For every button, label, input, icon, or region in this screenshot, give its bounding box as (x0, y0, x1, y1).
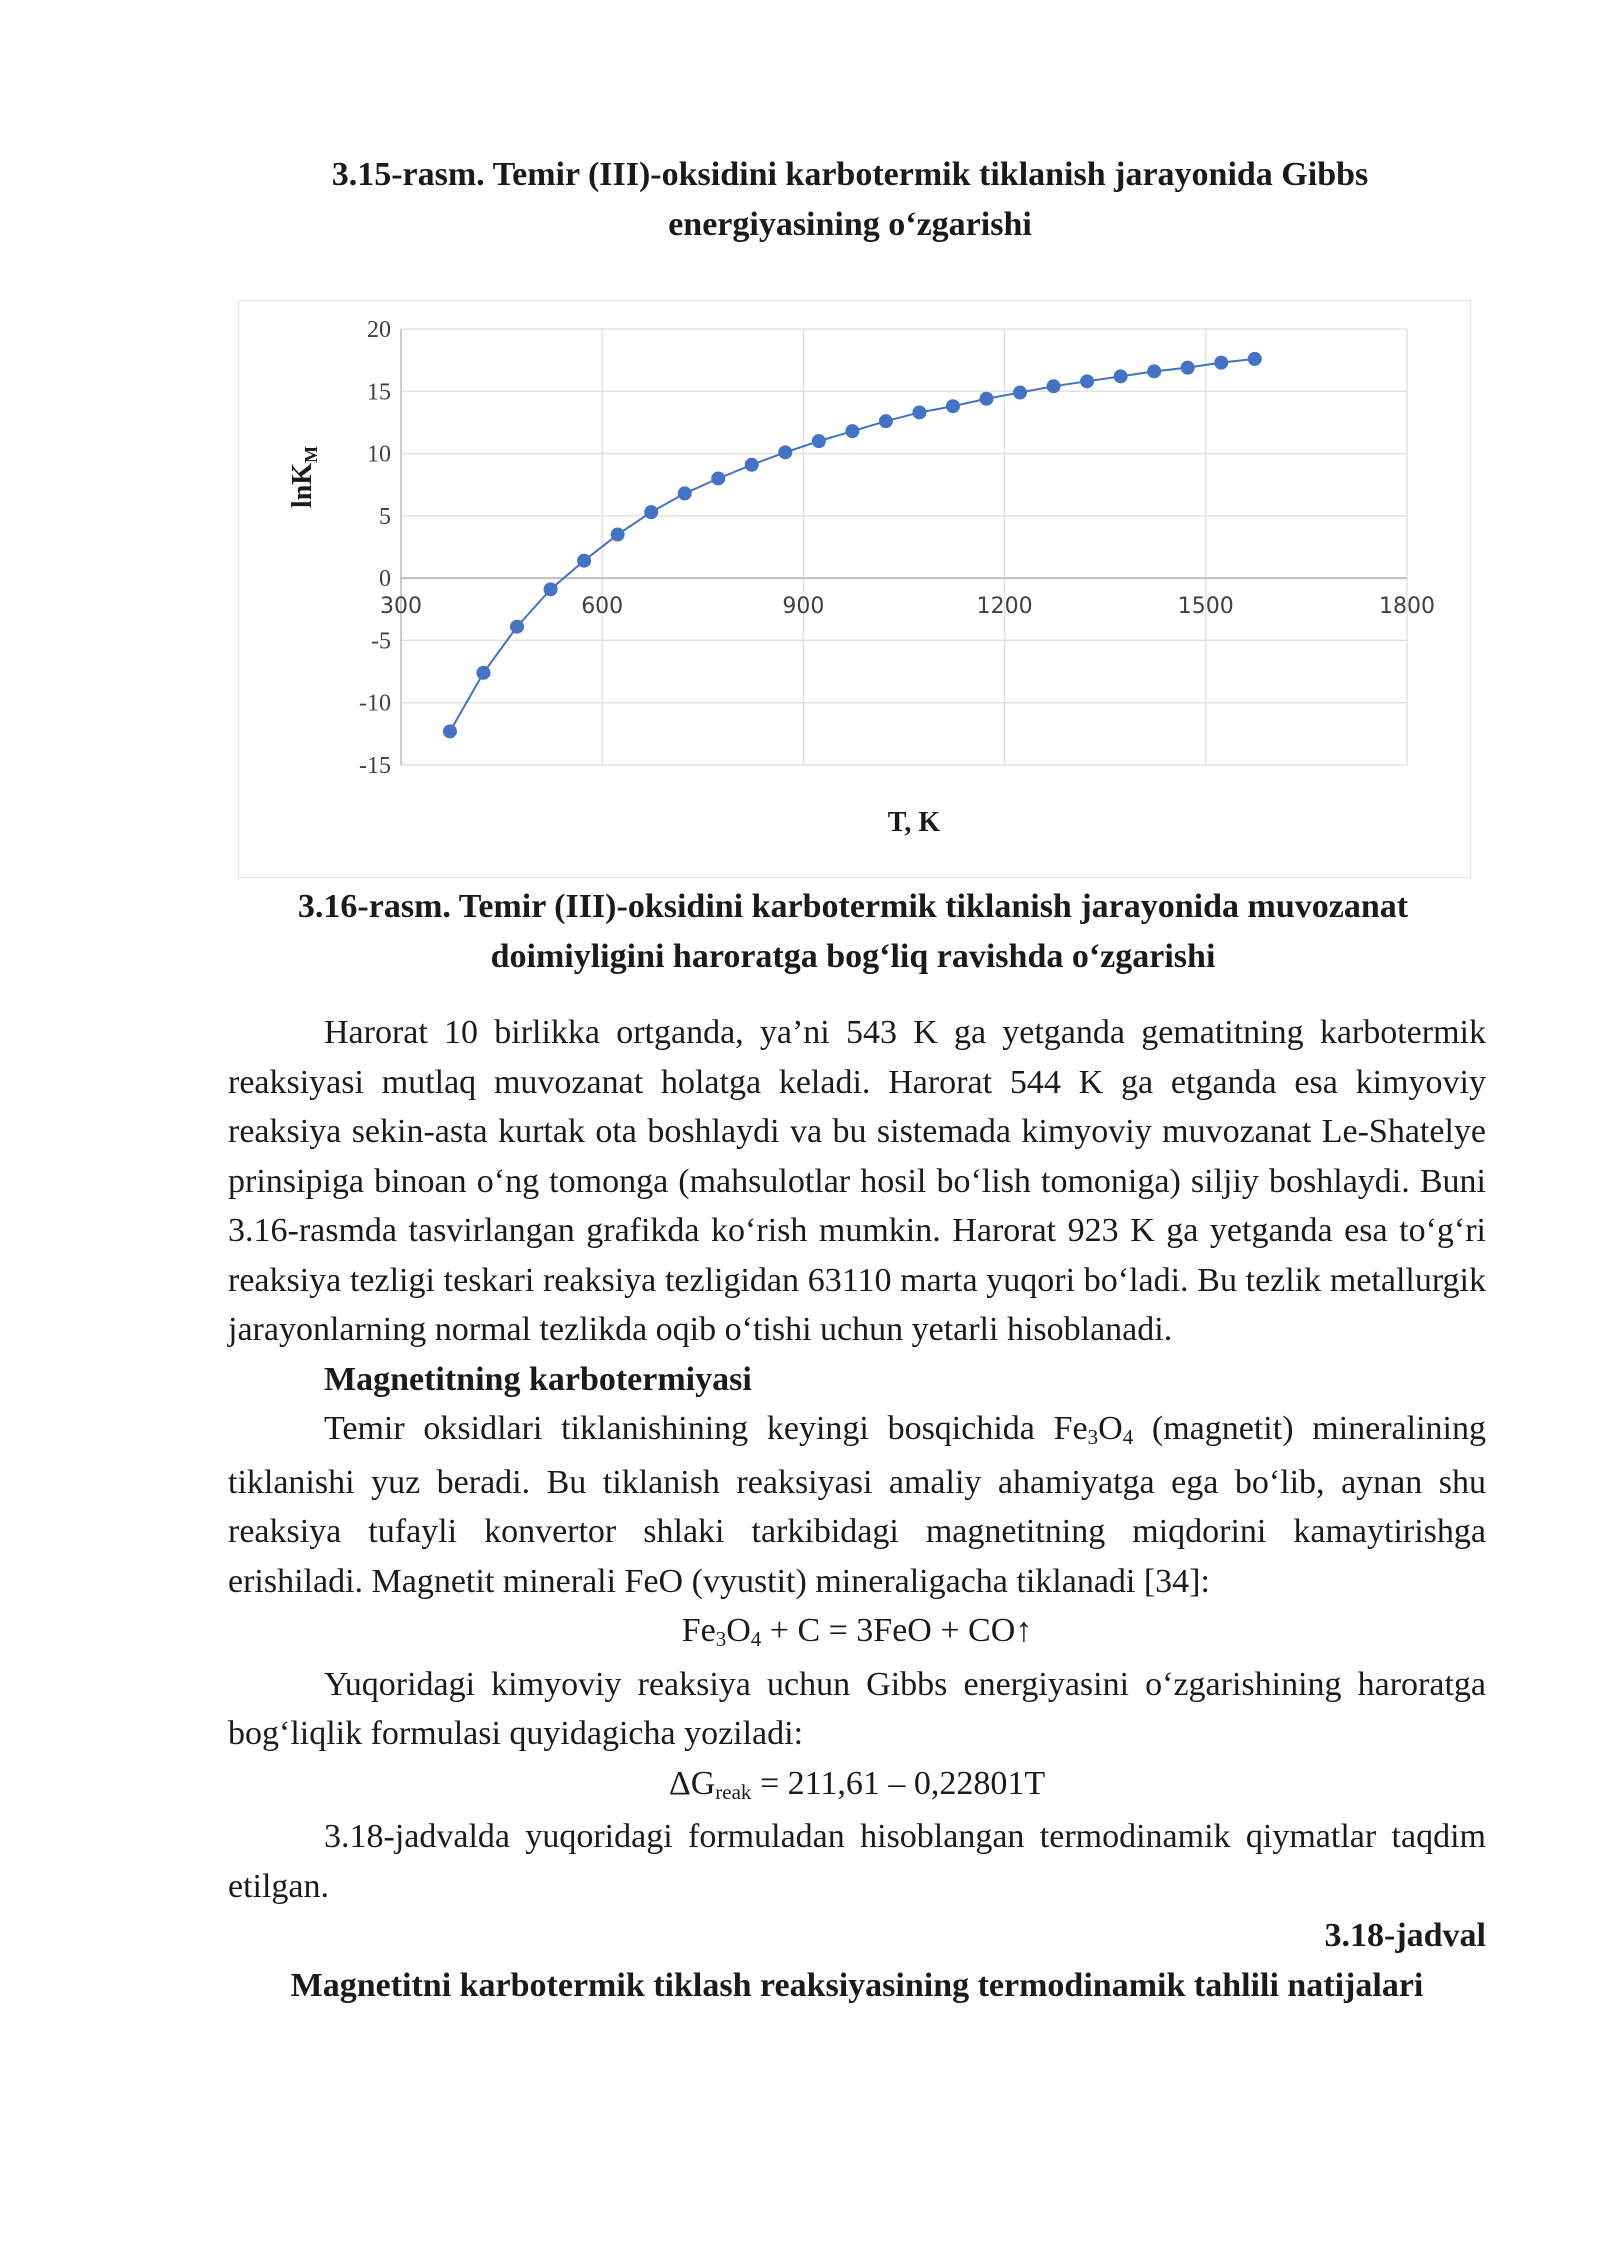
data-point (544, 582, 558, 596)
chart-axes (401, 329, 1407, 765)
x-tick-label: 300 (380, 594, 422, 620)
paragraph-3: Yuqoridagi kimyoviy reaksiya uchun Gibbs energiyasini oʻzgarishining haroratga bogʻliqlik formulasi quyidagicha yoziladi: (228, 1665, 1486, 1752)
paragraph-4: 3.18-jadvalda yuqoridagi formuladan hisoblangan termodinamik qiymatlar taqdim etilgan. (228, 1818, 1486, 1905)
data-point (879, 414, 893, 428)
data-point (1181, 361, 1195, 375)
x-tick-label: 900 (782, 594, 825, 620)
y-tick-label: 10 (367, 441, 391, 468)
y-axis-label-main: lnK (287, 462, 318, 509)
chart-tick-labels (359, 317, 1435, 779)
y-tick-label: -5 (371, 628, 391, 655)
data-point (946, 399, 960, 413)
y-tick-label: -10 (359, 690, 391, 717)
lnk-chart (238, 300, 1471, 878)
y-tick-label: 15 (367, 379, 391, 406)
data-point (1047, 379, 1061, 393)
y-tick-label: -15 (359, 753, 391, 779)
data-point (778, 445, 792, 459)
table-title: Magnetitni karbotermik tiklash reaksiyasining termodinamik tahlili natijalari (290, 1966, 1424, 2004)
equation-gibbs: $\Delta G_{reak} = 211,61 - 0,22801T$ (668, 1764, 1046, 1804)
chart-grid (401, 329, 1407, 765)
data-point (1147, 364, 1161, 378)
data-point (711, 471, 725, 485)
table-label: 3.18-jadval (1324, 1917, 1486, 1954)
x-tick-label: 600 (581, 594, 624, 620)
data-point (745, 458, 759, 472)
y-tick-label: 5 (379, 503, 391, 530)
data-point (678, 486, 692, 500)
data-point (611, 528, 625, 542)
paragraph-2: Temir oksidlari tiklanishining keyingi bosqichida $Fe_3O_4$ (magnetit) mineralining tiklanishi yuz beradi. Bu tiklanish reaksiyasi amaliy ahamiyatga ega boʻlib, aynan shu reaksiya tufayli konvertor shlaki tarkibidagi magnetitning miqdorini kamaytirishga erishiladi. Magnetit minerali FeO (vyustit) mineraligacha tiklanadi [34]: (228, 1410, 1486, 1600)
data-point (979, 392, 993, 406)
data-point (1214, 356, 1228, 370)
data-point (644, 505, 658, 519)
series-line (450, 359, 1255, 731)
data-point (476, 666, 490, 680)
chart-series (443, 352, 1262, 738)
data-point (510, 620, 524, 634)
section-heading: Magnetitning karbotermiyasi (324, 1360, 752, 1398)
data-point (845, 424, 859, 438)
body-text (228, 1008, 1486, 2010)
x-axis-label: T, K (887, 807, 941, 838)
paragraph-1: Harorat 10 birlikka ortganda, ya’ni 543 K ga yetganda gematitning karbotermik reaksiyasi mutlaq muvozanat holatga keladi. Harorat 544 K ga etganda esa kimyoviy reaksiya sekin-asta kurtak ota boshlaydi va bu sistemada kimyoviy muvozanat Le-Shatelye prinsipiga binoan oʻng tomonga (mahsulotlar hosil boʻlish tomoniga) siljiy boshlaydi. Buni 3.16-rasmda tasvirlangan grafikda koʻrish mumkin. Harorat 923 K ga yetganda esa toʻgʻri reaksiya tezligi teskari reaksiya tezligidan 63110 marta yuqori boʻladi. Bu tezlik metallurgik jarayonlarning normal tezlikda oqib oʻtishi uchun yetarli hisoblanadi. (228, 1014, 1486, 1348)
figure-caption-3-16: 3.16-rasm. Temir (III)-oksidini karbotermik tiklanish jarayonida muvozanat doimiyligini haroratga bogʻliq ravishda oʻzgarishi (297, 888, 1409, 975)
data-point (1114, 369, 1128, 383)
equation-reaction: $Fe_3O_4 + C = 3FeO$ + CO↑ (681, 1612, 1033, 1651)
data-point (1013, 386, 1027, 400)
figure-caption-3-15: 3.15-rasm. Temir (III)-oksidini karbotermik tiklanish jarayonida Gibbs energiyasining oʻzgarishi (331, 156, 1369, 243)
data-point (443, 724, 457, 738)
data-point (912, 405, 926, 419)
data-point (1248, 352, 1262, 366)
x-tick-label: 1800 (1379, 594, 1435, 620)
data-point (1080, 374, 1094, 388)
y-tick-label: 0 (379, 566, 391, 593)
data-point (812, 434, 826, 448)
x-tick-label: 1200 (976, 594, 1033, 620)
x-tick-label: 1500 (1177, 594, 1234, 620)
chart-svg (239, 301, 1472, 879)
y-tick-label: 20 (367, 317, 391, 343)
y-axis-label-sub: M (301, 445, 321, 463)
y-axis-label (287, 446, 321, 508)
data-point (577, 554, 591, 568)
